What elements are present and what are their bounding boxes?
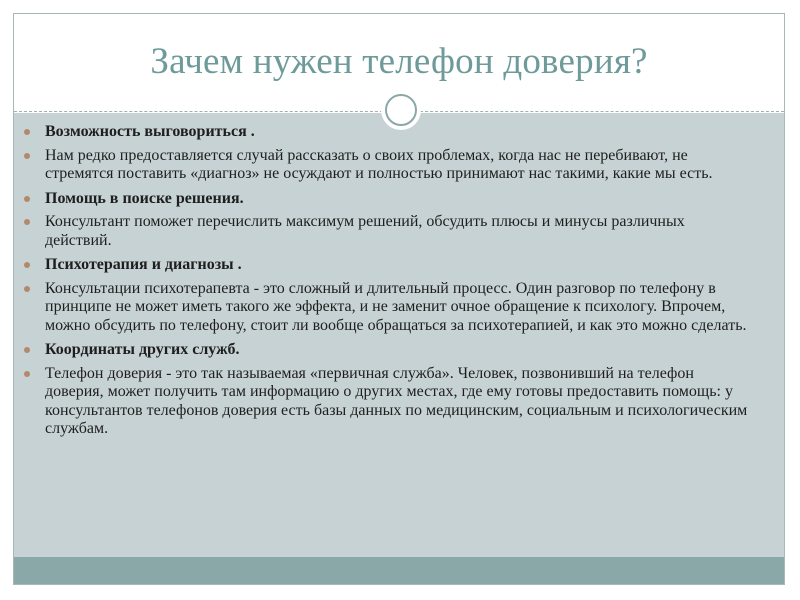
bullet-list [24,123,754,445]
ring-ornament-icon [381,90,421,130]
bullet-dot-icon [24,347,30,353]
list-item-text: Координаты других служб. [45,341,240,358]
bullet-dot-icon [24,371,30,377]
bullet-dot-icon [24,129,30,135]
footer-bar [14,557,784,584]
bullet-dot-icon [24,286,30,292]
bullet-dot-icon [24,196,30,202]
list-item [24,365,754,439]
list-item [24,190,754,209]
list-item-text: Психотерапия и диагнозы . [45,256,242,273]
list-item-text: Консультации психотерапевта - это сложный и длительный процесс. Один разговор по телефону в принципе не может иметь такого же эффекта, и не заменит очное обращение к психологу. Впрочем, можно обсудить по телефону, стоит ли вообще обращаться за психотерапией, и как это можно сделать. [45,279,747,334]
list-item [24,147,754,184]
list-item-text: Консультант поможет перечислить максимум решений, обсудить плюсы и минусы различных действий. [45,213,685,249]
list-item [24,213,754,250]
bullet-dot-icon [24,219,30,225]
list-item [24,280,754,336]
list-item-text: Помощь в поиске решения. [45,189,244,207]
bullet-dot-icon [24,262,30,268]
list-item [24,341,754,360]
slide-title: Зачем нужен телефон доверия? [150,41,648,82]
list-item-text: Телефон доверия - это так называемая «первичная служба». Человек, позвонивший на телефон доверия, может получить там информацию о других местах, где ему готовы предоставить помощь: у консультантов телефонов доверия есть базы данных по медицинским, социальным и психологическим службам. [45,364,748,437]
list-item [24,256,754,275]
list-item-text: Нам редко предоставляется случай рассказать о своих проблемах, когда нас не перебивают, не стремятся поставить «диагноз» не осуждают и полностью принимают нас такими, какие мы есть. [45,146,713,182]
list-item-text: Возможность выговориться . [45,123,255,140]
bullet-dot-icon [24,153,30,159]
